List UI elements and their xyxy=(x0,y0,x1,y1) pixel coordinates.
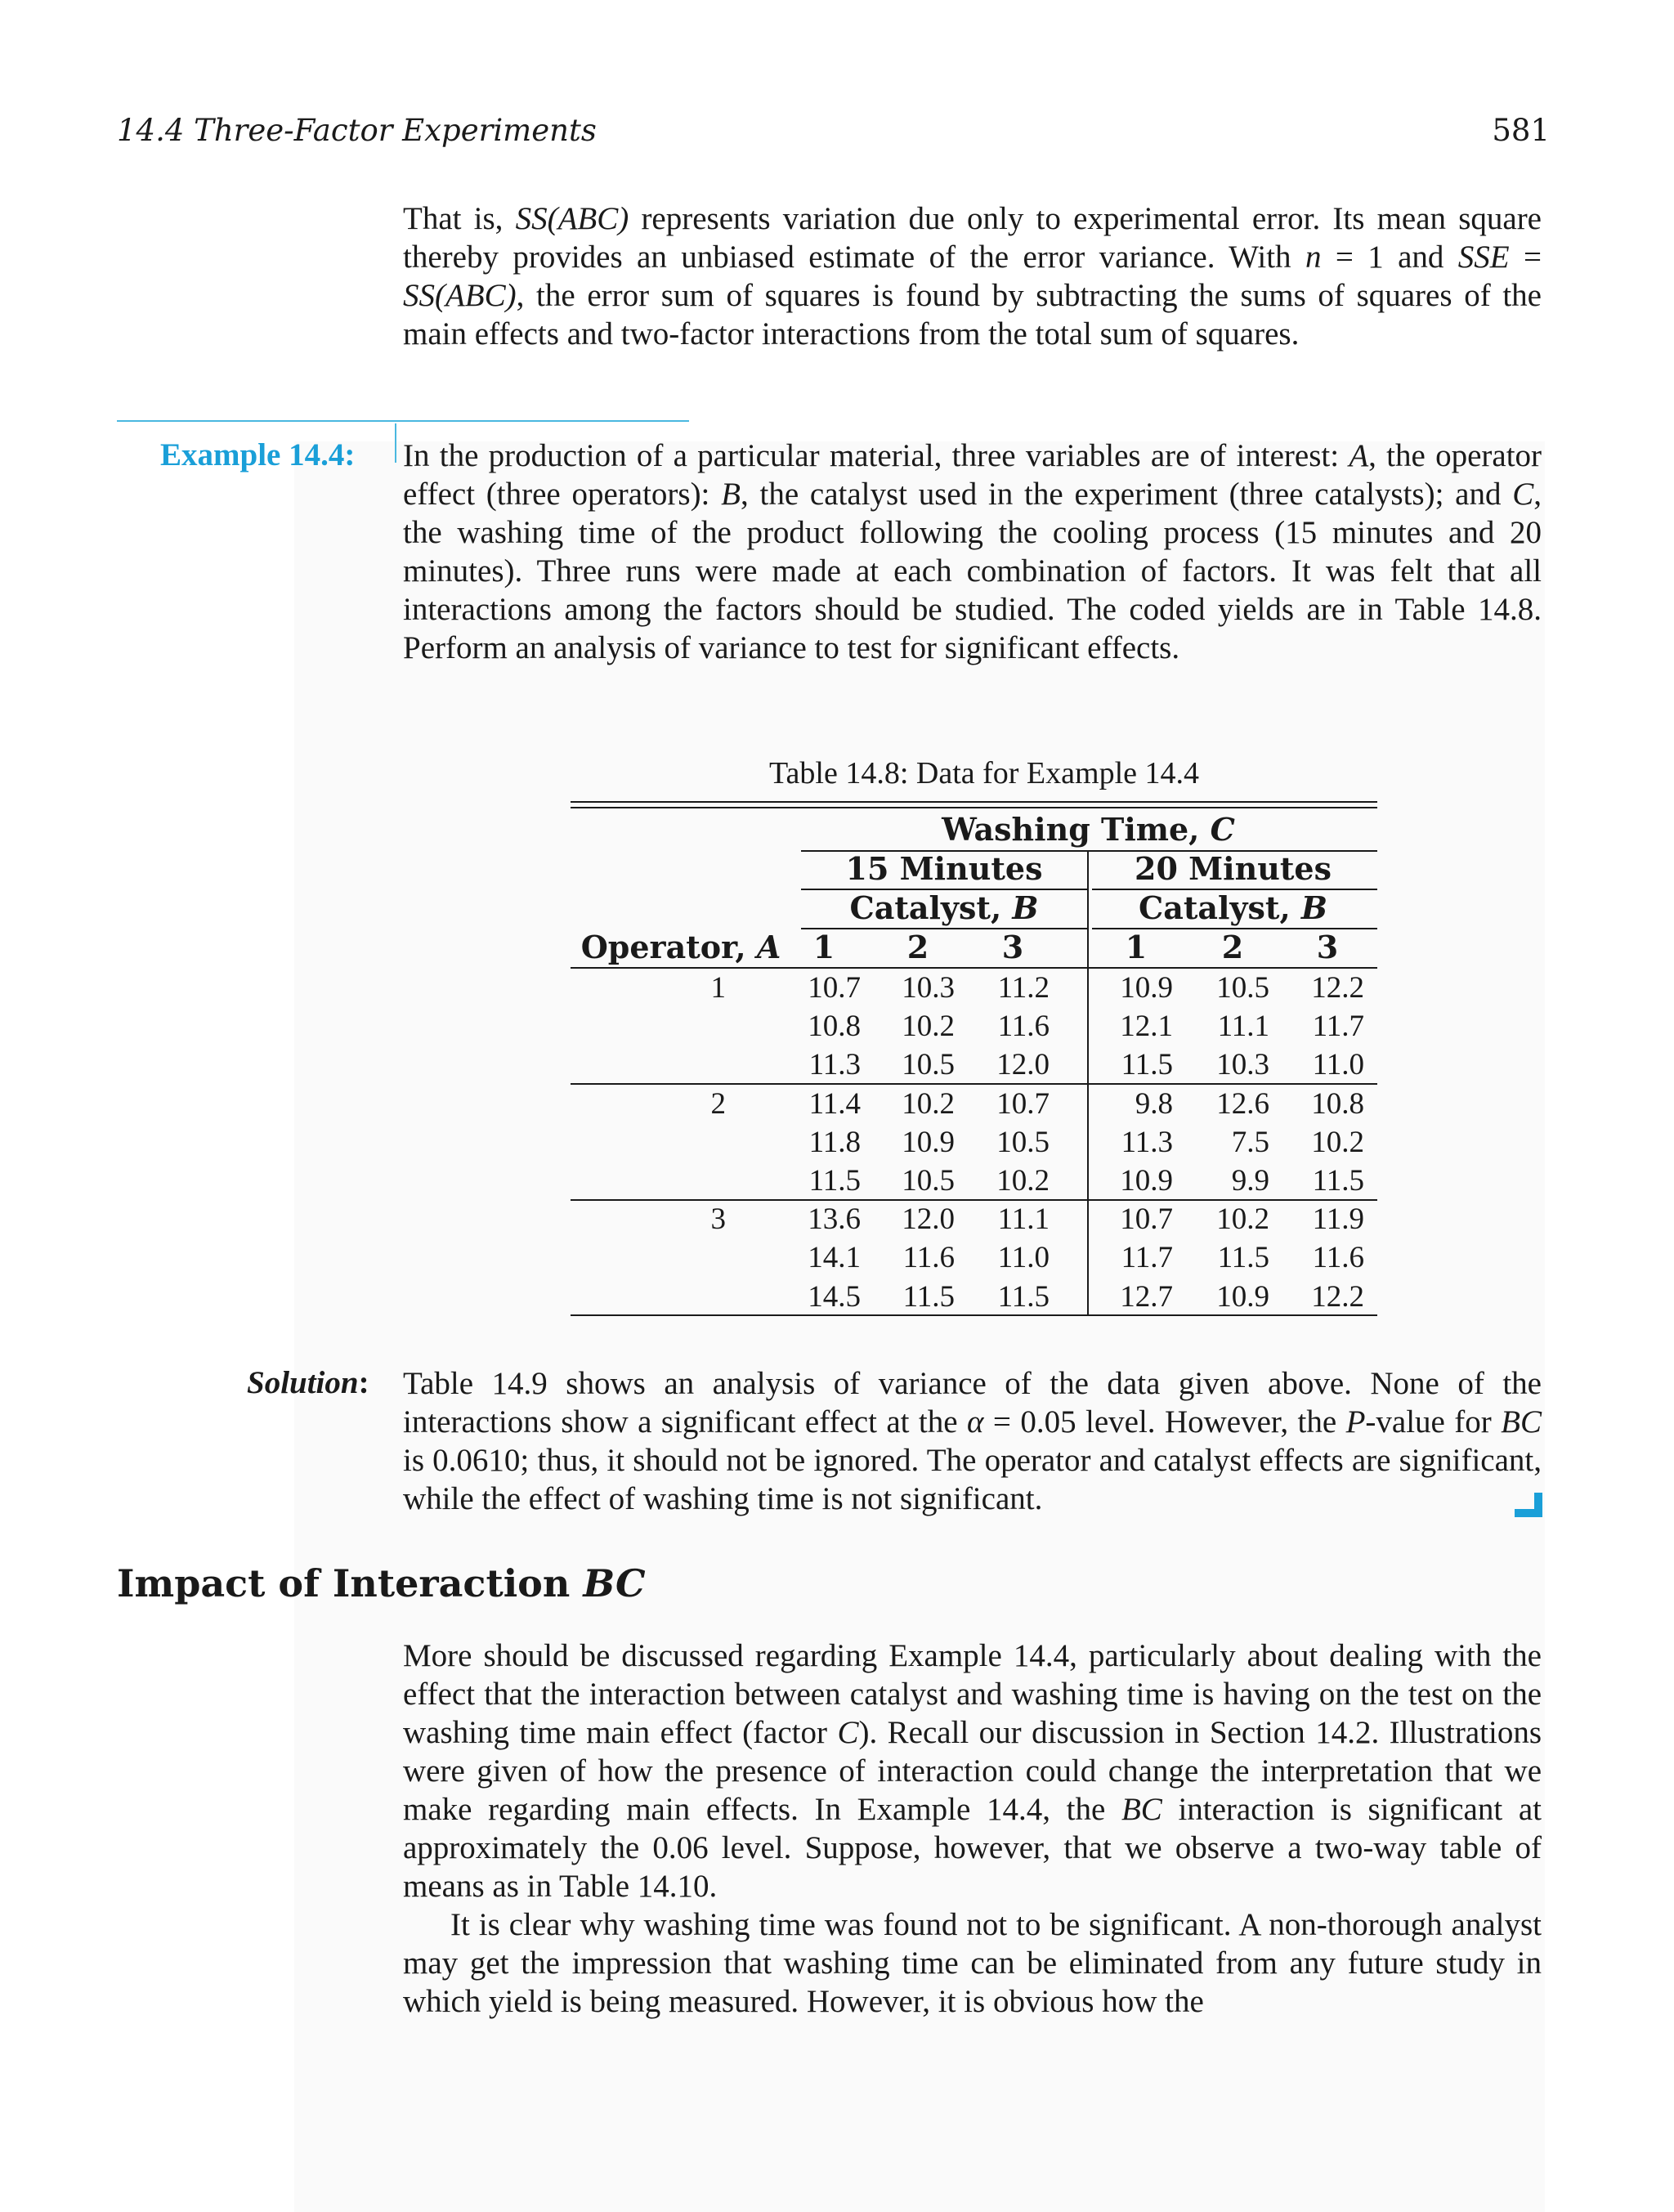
table-cell: 10.8 xyxy=(808,1010,861,1044)
catalyst-level: 3 xyxy=(1001,929,1024,965)
table-cell: 11.6 xyxy=(1312,1241,1364,1275)
end-of-solution-icon xyxy=(1515,1493,1542,1517)
data-table xyxy=(571,801,1377,1316)
catalyst-level: 2 xyxy=(1221,929,1244,965)
solution-label: Solution: xyxy=(247,1365,369,1400)
table-top-rule-2 xyxy=(571,807,1377,808)
table-cell: 12.7 xyxy=(1120,1279,1173,1314)
table-cell: 10.3 xyxy=(902,971,955,1005)
table-cell: 11.5 xyxy=(1312,1164,1364,1198)
table-cell: 12.0 xyxy=(996,1048,1050,1082)
operator-label: 2 xyxy=(710,1086,726,1121)
section-title: Impact of Interaction BC xyxy=(117,1561,646,1605)
table-cell: 7.5 xyxy=(1231,1125,1269,1159)
table-cell: 11.8 xyxy=(808,1125,861,1159)
table-cell: 10.7 xyxy=(996,1086,1050,1121)
table-top-rule-1 xyxy=(571,801,1377,803)
table-cell: 10.5 xyxy=(902,1048,955,1082)
table-cell: 12.0 xyxy=(902,1202,955,1237)
table-cell: 10.5 xyxy=(902,1164,955,1198)
catalyst-level: 1 xyxy=(1125,929,1148,965)
table-cell: 12.6 xyxy=(1216,1086,1269,1121)
operator-divider-2 xyxy=(571,1199,1377,1201)
table-cell: 10.2 xyxy=(1311,1125,1364,1159)
table-cell: 11.0 xyxy=(1312,1048,1364,1082)
operator-label: 3 xyxy=(710,1202,726,1237)
table-cell: 11.2 xyxy=(997,971,1050,1005)
table-cell: 11.3 xyxy=(1121,1125,1173,1159)
table-cell: 11.7 xyxy=(1121,1241,1173,1275)
operator-divider-1 xyxy=(571,1083,1377,1085)
catalyst-header-15: Catalyst, B xyxy=(849,889,1039,926)
table-cell: 11.5 xyxy=(1121,1048,1173,1082)
group-20-min: 20 Minutes xyxy=(1135,850,1332,887)
table-caption: Table 14.8: Data for Example 14.4 xyxy=(768,756,1199,790)
table-cell: 12.2 xyxy=(1311,971,1364,1005)
rule-under-header xyxy=(571,967,1377,969)
table-cell: 9.8 xyxy=(1135,1086,1173,1121)
table-cell: 10.8 xyxy=(1311,1086,1364,1121)
table-cell: 10.7 xyxy=(1120,1202,1173,1237)
table-cell: 11.1 xyxy=(997,1202,1050,1237)
running-head xyxy=(117,113,1550,148)
table-cell: 11.5 xyxy=(1217,1241,1269,1275)
table-cell: 10.2 xyxy=(902,1086,955,1121)
catalyst-header-20: Catalyst, B xyxy=(1138,889,1328,926)
table-cell: 10.9 xyxy=(1216,1279,1269,1314)
example-rule xyxy=(117,420,689,422)
example-label: Example 14.4: xyxy=(160,437,356,472)
table-cell: 11.0 xyxy=(997,1241,1050,1275)
body-paragraph-1: More should be discussed regarding Example 14.4, particularly about dealing with the effect that the interaction between catalyst and washing time is having on the test on the washing time main effect (factor C). Recall our discussion in Section 14.2. Illustrations were given of how the presence of interaction could change the interpretation that we make regarding main effects. In Example 14.4, the BC interaction is significant at approximately the 0.06 level. Suppose, however, that we observe a two-way table of means as in Table 14.10. xyxy=(403,1638,1542,1904)
table-cell: 11.6 xyxy=(902,1241,955,1275)
operator-header: Operator, A xyxy=(580,929,781,965)
catalyst-level: 1 xyxy=(812,929,835,965)
table-cell: 10.9 xyxy=(1120,1164,1173,1198)
table-cell: 10.5 xyxy=(996,1125,1050,1159)
table-cell: 10.7 xyxy=(808,971,861,1005)
running-head-section: 14.4 Three-Factor Experiments xyxy=(117,113,597,148)
table-cell: 10.3 xyxy=(1216,1048,1269,1082)
table-cell: 10.9 xyxy=(902,1125,955,1159)
table-cell: 9.9 xyxy=(1231,1164,1269,1198)
solution-paragraph: Table 14.9 shows an analysis of variance of the data given above. None of the interactions show a significant effect at the α = 0.05 level. However, the P-value for BC is 0.0610; thus, it should not be ignored. The operator and catalyst effects are significant, while the effect of washing time is not significant. xyxy=(403,1366,1542,1516)
table-cell: 12.2 xyxy=(1311,1279,1364,1314)
table-cell: 10.2 xyxy=(1216,1202,1269,1237)
example-marker xyxy=(395,423,396,463)
table-cell: 11.6 xyxy=(997,1010,1050,1044)
table-cell: 10.9 xyxy=(1120,971,1173,1005)
table-cell: 11.5 xyxy=(902,1279,955,1314)
washing-time-header: Washing Time, C xyxy=(942,811,1235,848)
catalyst-level: 3 xyxy=(1316,929,1339,965)
group-15-min: 15 Minutes xyxy=(845,850,1043,887)
table-cell: 10.5 xyxy=(1216,971,1269,1005)
example-paragraph: In the production of a particular material, three variables are of interest: A, the operator effect (three operators): B, the catalyst used in the experiment (three catalysts); and C, the washing time of the product following the cooling process (15 minutes and 20 minutes). Three runs were made at each combination of factors. It was felt that all interactions among the factors should be studied. The coded yields are in Table 14.8. Perform an analysis of variance to test for significant effects. xyxy=(403,438,1542,665)
table-cell: 12.1 xyxy=(1120,1010,1173,1044)
table-cell: 14.5 xyxy=(808,1279,861,1314)
table-bottom-rule xyxy=(571,1314,1377,1316)
operator-label: 1 xyxy=(710,971,726,1005)
table-cell: 11.1 xyxy=(1217,1010,1269,1044)
page-number: 581 xyxy=(1492,113,1550,148)
table-cell: 11.5 xyxy=(997,1279,1050,1314)
table-cell: 10.2 xyxy=(902,1010,955,1044)
intro-paragraph: That is, SS(ABC) represents variation due only to experimental error. Its mean square thereby provides an unbiased estimate of the error variance. With n = 1 and SSE = SS(ABC), the error sum of squares is found by subtracting the sums of squares of the main effects and two-factor interactions from the total sum of squares. xyxy=(403,201,1542,352)
table-cell: 14.1 xyxy=(808,1241,861,1275)
table-cell: 11.7 xyxy=(1312,1010,1364,1044)
table-cell: 11.5 xyxy=(808,1164,861,1198)
catalyst-level: 2 xyxy=(906,929,929,965)
table-cell: 11.3 xyxy=(808,1048,861,1082)
table-cell: 11.9 xyxy=(1312,1202,1364,1237)
body-paragraph-2: It is clear why washing time was found not to be significant. A non-thorough analyst may get the impression that washing time can be eliminated from any future study in which yield is being measured. However, it is obvious how the xyxy=(403,1907,1542,2019)
table-cell: 10.2 xyxy=(996,1164,1050,1198)
table-cell: 11.4 xyxy=(808,1086,861,1121)
table-cell: 13.6 xyxy=(808,1202,861,1237)
